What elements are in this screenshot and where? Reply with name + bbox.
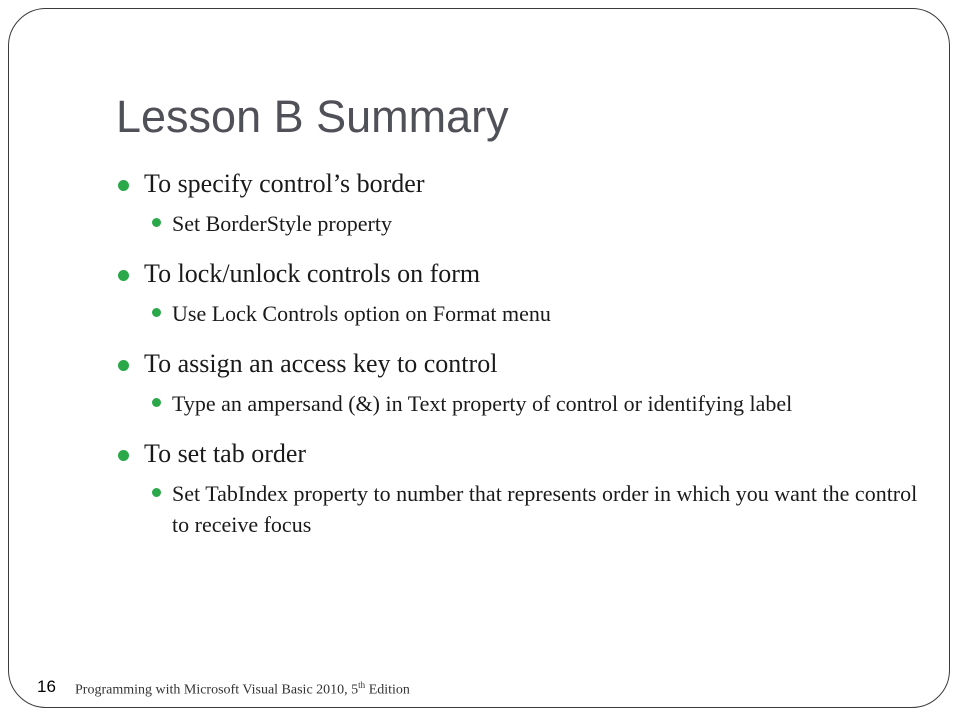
footer-book-title xyxy=(75,680,410,699)
bullet-dot-icon xyxy=(118,180,129,191)
sub-bullet-item xyxy=(116,208,926,239)
sub-bullet-item xyxy=(116,388,926,419)
bullet-text: To lock/unlock controls on form xyxy=(144,259,481,288)
bullet-list xyxy=(116,169,926,540)
bullet-dot-icon xyxy=(118,450,129,461)
bullet-text: To set tab order xyxy=(144,439,307,468)
sub-bullet-text: Set BorderStyle property xyxy=(172,211,392,236)
sub-bullet-item xyxy=(116,298,926,329)
sub-bullet-dot-icon xyxy=(152,488,161,497)
sub-bullet-dot-icon xyxy=(152,398,161,407)
bullet-text: To assign an access key to control xyxy=(144,349,498,378)
slide-title: Lesson B Summary xyxy=(116,91,509,142)
footer-edition-word: Edition xyxy=(365,682,410,698)
bullet-item xyxy=(116,439,926,469)
bullet-text: To specify control’s border xyxy=(144,169,425,198)
bullet-item xyxy=(116,259,926,289)
bullet-dot-icon xyxy=(118,270,129,281)
sub-bullet-text: Type an ampersand (&) in Text property of control or identifying label xyxy=(172,391,793,416)
sub-bullet-text: Use Lock Controls option on Format menu xyxy=(172,301,551,326)
slide-frame xyxy=(8,8,950,708)
footer-edition-superscript: th xyxy=(358,680,366,690)
sub-bullet-dot-icon xyxy=(152,308,161,317)
slide-number: 16 xyxy=(37,677,56,696)
footer-title-text: Programming with Microsoft Visual Basic 2010, 5 xyxy=(75,682,359,698)
sub-bullet-item xyxy=(116,478,926,540)
bullet-item xyxy=(116,169,926,199)
bullet-dot-icon xyxy=(118,360,129,371)
bullet-item xyxy=(116,349,926,379)
sub-bullet-text: Set TabIndex property to number that represents order in which you want the control to receive focus xyxy=(172,481,918,537)
sub-bullet-dot-icon xyxy=(152,218,161,227)
